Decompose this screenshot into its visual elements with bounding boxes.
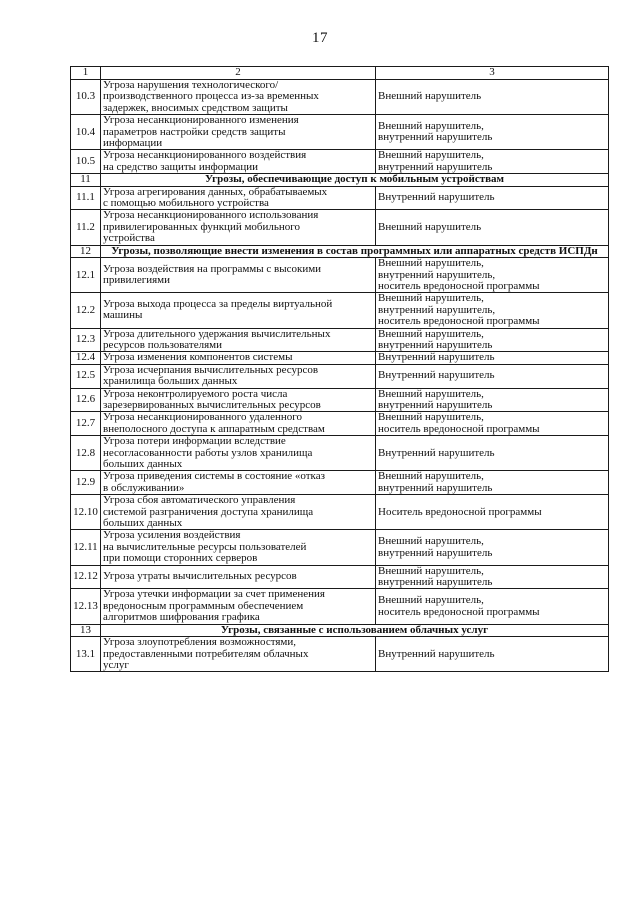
- threat-number: 12.2: [71, 293, 101, 328]
- threat-violator: Внешний нарушитель, внутренний нарушитель: [376, 328, 609, 352]
- table-header-row: [71, 67, 609, 80]
- table-row: [71, 150, 609, 174]
- table-row: [71, 412, 609, 436]
- threat-number: 12.9: [71, 471, 101, 495]
- threat-name: Угроза несанкционированного изменения параметров настройки средств защиты информации: [101, 115, 376, 150]
- group-header-row: [71, 174, 609, 186]
- threat-name: Угроза агрегирования данных, обрабатываемых с помощью мобильного устройства: [101, 186, 376, 210]
- threat-name: Угроза длительного удержания вычислительных ресурсов пользователями: [101, 328, 376, 352]
- threat-violator: Внешний нарушитель, внутренний нарушитель: [376, 115, 609, 150]
- threat-violator: Внешний нарушитель, носитель вредоносной программы: [376, 412, 609, 436]
- threat-violator: Внутренний нарушитель: [376, 436, 609, 471]
- threat-violator: Внешний нарушитель, внутренний нарушитель: [376, 565, 609, 589]
- table-row: [71, 115, 609, 150]
- column-header-violator: 3: [376, 67, 609, 80]
- threat-violator: Внутренний нарушитель: [376, 637, 609, 672]
- column-header-number: 1: [71, 67, 101, 80]
- table-body: [71, 80, 609, 672]
- group-title: Угрозы, позволяющие внести изменения в состав программных или аппаратных средств ИСПДн: [101, 245, 609, 257]
- table-row: [71, 388, 609, 412]
- table-row: [71, 471, 609, 495]
- threat-name: Угроза изменения компонентов системы: [101, 352, 376, 364]
- threat-name: Угроза приведения системы в состояние «отказ в обслуживании»: [101, 471, 376, 495]
- table-row: [71, 637, 609, 672]
- threat-violator: Внешний нарушитель: [376, 210, 609, 245]
- threat-violator: Внешний нарушитель, внутренний нарушитель: [376, 388, 609, 412]
- table-row: [71, 565, 609, 589]
- threat-number: 12.4: [71, 352, 101, 364]
- threat-number: 12.10: [71, 495, 101, 530]
- group-number: 13: [71, 624, 101, 636]
- table-row: [71, 352, 609, 364]
- threat-name: Угроза выхода процесса за пределы виртуальной машины: [101, 293, 376, 328]
- group-header-row: [71, 624, 609, 636]
- page-number: 17: [312, 30, 328, 46]
- threat-number: 12.11: [71, 530, 101, 565]
- group-number: 12: [71, 245, 101, 257]
- threat-name: Угроза нарушения технологического/ производственного процесса из-за временных задержек, вносимых средством защиты: [101, 80, 376, 115]
- column-header-threat: 2: [101, 67, 376, 80]
- threat-violator: Внешний нарушитель, внутренний нарушитель, носитель вредоносной программы: [376, 258, 609, 293]
- threat-number: 12.5: [71, 364, 101, 388]
- threat-number: 11.1: [71, 186, 101, 210]
- table-row: [71, 258, 609, 293]
- threat-name: Угроза воздействия на программы с высокими привилегиями: [101, 258, 376, 293]
- threat-number: 10.4: [71, 115, 101, 150]
- table-row: [71, 589, 609, 624]
- group-title: Угрозы, обеспечивающие доступ к мобильным устройствам: [101, 174, 609, 186]
- threat-name: Угроза исчерпания вычислительных ресурсов хранилища больших данных: [101, 364, 376, 388]
- threat-violator: Внутренний нарушитель: [376, 186, 609, 210]
- table-row: [71, 210, 609, 245]
- table-row: [71, 436, 609, 471]
- threat-name: Угроза злоупотребления возможностями, предоставленными потребителям облачных услуг: [101, 637, 376, 672]
- threat-number: 13.1: [71, 637, 101, 672]
- threat-name: Угроза несанкционированного воздействия на средство защиты информации: [101, 150, 376, 174]
- group-number: 11: [71, 174, 101, 186]
- threat-number: 12.1: [71, 258, 101, 293]
- threat-number: 12.13: [71, 589, 101, 624]
- threat-name: Угроза утечки информации за счет применения вредоносным программным обеспечением алгоритмов шифрования графика: [101, 589, 376, 624]
- table-row: [71, 364, 609, 388]
- threat-number: 12.3: [71, 328, 101, 352]
- threat-number: 12.6: [71, 388, 101, 412]
- threat-violator: Внешний нарушитель, носитель вредоносной программы: [376, 589, 609, 624]
- threat-name: Угроза несанкционированного использования привилегированных функций мобильного устройства: [101, 210, 376, 245]
- threat-violator: Внешний нарушитель, внутренний нарушитель: [376, 150, 609, 174]
- threat-name: Угроза сбоя автоматического управления системой разграничения доступа хранилища больших данных: [101, 495, 376, 530]
- threat-number: 12.12: [71, 565, 101, 589]
- threat-name: Угроза усиления воздействия на вычислительные ресурсы пользователей при помощи сторонних серверов: [101, 530, 376, 565]
- threat-name: Угроза потери информации вследствие несогласованности работы узлов хранилища больших данных: [101, 436, 376, 471]
- threat-name: Угроза неконтролируемого роста числа зарезервированных вычислительных ресурсов: [101, 388, 376, 412]
- threat-number: 11.2: [71, 210, 101, 245]
- threat-violator: Внешний нарушитель, внутренний нарушитель: [376, 471, 609, 495]
- threat-name: Угроза утраты вычислительных ресурсов: [101, 565, 376, 589]
- group-header-row: [71, 245, 609, 257]
- threat-violator: Внутренний нарушитель: [376, 352, 609, 364]
- threat-number: 10.3: [71, 80, 101, 115]
- table-row: [71, 495, 609, 530]
- table-row: [71, 530, 609, 565]
- threats-table: [70, 66, 609, 672]
- threat-violator: Внутренний нарушитель: [376, 364, 609, 388]
- threat-violator: Внешний нарушитель: [376, 80, 609, 115]
- threat-number: 12.7: [71, 412, 101, 436]
- group-title: Угрозы, связанные с использованием облачных услуг: [101, 624, 609, 636]
- table-row: [71, 328, 609, 352]
- threat-number: 12.8: [71, 436, 101, 471]
- threat-violator: Внешний нарушитель, внутренний нарушитель, носитель вредоносной программы: [376, 293, 609, 328]
- threat-violator: Внешний нарушитель, внутренний нарушитель: [376, 530, 609, 565]
- threat-name: Угроза несанкционированного удаленного внеполосного доступа к аппаратным средствам: [101, 412, 376, 436]
- threat-violator: Носитель вредоносной программы: [376, 495, 609, 530]
- threat-number: 10.5: [71, 150, 101, 174]
- table-row: [71, 293, 609, 328]
- table-row: [71, 186, 609, 210]
- table-row: [71, 80, 609, 115]
